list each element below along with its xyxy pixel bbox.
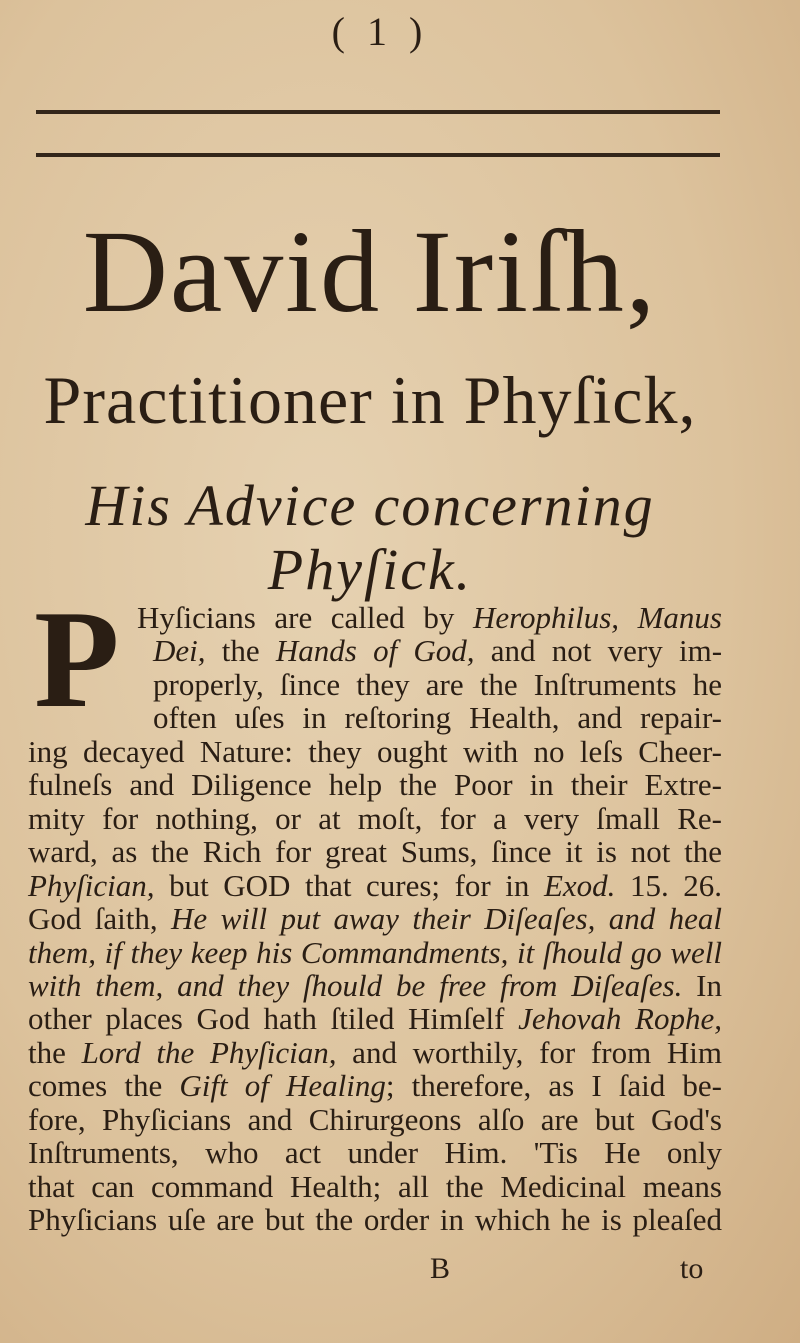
author-role-heading: Practitioner in Phyſick,: [43, 362, 697, 438]
top-rule: [36, 110, 720, 114]
text-segment: Inſtruments, who act under Him. 'Tis He only: [28, 1135, 722, 1171]
text-segment: Phyſicians uſe are but the order in which he is pleaſed: [28, 1202, 722, 1238]
text-line: [28, 1103, 722, 1137]
italic-text: them, if they keep his Commandments, it ſhould go well: [28, 934, 722, 970]
author-name-heading: David Iriſh,: [82, 206, 658, 337]
catchword: to: [680, 1252, 704, 1285]
text-segment: Hyſicians are called by: [137, 600, 473, 635]
text-line: [28, 835, 722, 869]
text-line: [28, 735, 722, 769]
text-segment: 15. 26.: [615, 867, 722, 903]
text-line: [28, 902, 722, 936]
text-segment: comes the: [28, 1068, 180, 1104]
italic-text: Lord the Phyſician,: [81, 1034, 337, 1070]
second-rule: [36, 153, 720, 157]
text-segment: and not very im-: [474, 633, 723, 669]
text-line: [153, 634, 722, 668]
text-line: [153, 701, 722, 735]
text-segment: fore, Phyſicians and Chirurgeons alſo are but God's: [28, 1101, 722, 1137]
text-segment: properly, ſince they are the Inſtruments he: [153, 666, 722, 702]
text-segment: mity for nothing, or at moſt, for a very ſmall Re-: [28, 800, 722, 836]
text-line: [137, 601, 722, 635]
text-line: [28, 1203, 722, 1237]
text-line: [28, 936, 722, 970]
italic-text: with them, and they ſhould be free from Diſeaſes.: [28, 967, 683, 1003]
italic-text: Phyſician,: [28, 867, 155, 903]
section-subtitle: His Advice concerning Phyſick.: [85, 473, 655, 602]
italic-text: Exod.: [543, 867, 616, 903]
italic-text: Dei,: [153, 633, 206, 669]
text-segment: the: [28, 1034, 82, 1070]
text-line: [28, 1002, 722, 1036]
text-line: [153, 668, 722, 702]
text-segment: ing decayed Nature: they ought with no leſs Cheer-: [28, 733, 722, 769]
italic-text: Gift of Healing: [179, 1068, 386, 1104]
page-number: ( 1 ): [331, 9, 429, 54]
text-segment: the: [205, 633, 276, 669]
text-line: [28, 869, 722, 903]
text-line: [28, 1170, 722, 1204]
italic-text: He will put away their Diſeaſes, and heal: [171, 901, 722, 937]
text-segment: ward, as the Rich for great Sums, ſince it is not the: [28, 834, 722, 870]
drop-cap: P: [34, 582, 120, 737]
italic-text: Herophilus, Manus: [472, 600, 722, 635]
text-line: [28, 1036, 722, 1070]
text-segment: that can command Health; all the Medicinal means: [28, 1168, 722, 1204]
text-line: [28, 1136, 722, 1170]
text-segment: but GOD that cures; for in: [154, 867, 544, 903]
text-line: [28, 969, 722, 1003]
text-segment: In: [682, 967, 722, 1003]
signature-mark: B: [430, 1252, 451, 1285]
text-segment: ; therefore, as I ſaid be-: [385, 1068, 722, 1104]
italic-text: Hands of God,: [275, 633, 475, 669]
text-segment: fulneſs and Diligence help the Poor in their Extre-: [28, 767, 722, 803]
italic-text: Jehovah Rophe,: [518, 1001, 722, 1037]
text-segment: God ſaith,: [28, 901, 172, 937]
text-segment: other places God hath ſtiled Himſelf: [28, 1001, 519, 1037]
text-line: [28, 1069, 722, 1103]
text-line: [28, 768, 722, 802]
text-line: [28, 802, 722, 836]
text-segment: often uſes in reſtoring Health, and repair-: [153, 700, 722, 736]
text-segment: and worthily, for from Him: [336, 1034, 722, 1070]
